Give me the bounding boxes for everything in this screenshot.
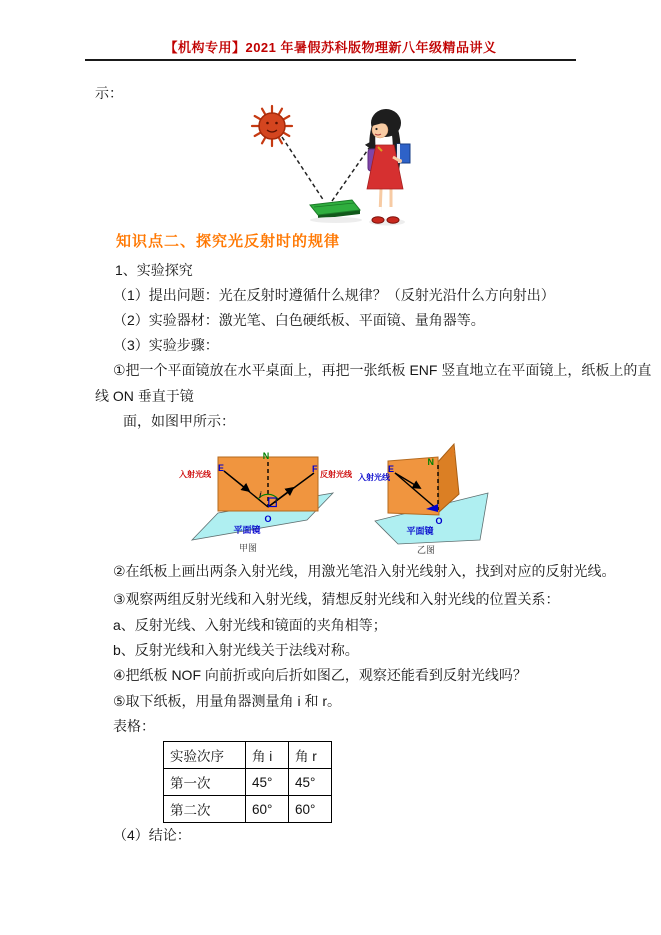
incident-ray-label: 入射光线 <box>179 470 211 479</box>
table-cell: 45° <box>289 769 332 796</box>
angle-i-label: i <box>259 490 262 500</box>
column-header: 角 r <box>289 742 332 769</box>
figure-caption: 乙图 <box>416 545 436 555</box>
point-n-label: N <box>427 457 434 467</box>
table-header-row <box>164 742 332 769</box>
paragraph: ⑤取下纸板，用量角器测量角 i 和 r。 <box>113 693 341 709</box>
point-f-label: F <box>450 449 456 459</box>
point-f-label: F <box>312 464 318 474</box>
point-e-label: E <box>387 464 394 474</box>
reflection-illustration <box>248 99 438 234</box>
experiment-figures <box>168 441 490 561</box>
table-cell: 45° <box>246 769 289 796</box>
point-n-label: N <box>262 451 270 461</box>
figure-caption: 甲图 <box>238 543 258 553</box>
reflected-ray-label: 反射光线 <box>320 470 352 479</box>
paragraph: （3）实验步骤： <box>113 337 219 353</box>
table-row <box>164 769 332 796</box>
paragraph: ①把一个平面镜放在水平桌面上，再把一张纸板 ENF 竖直地立在平面镜上，纸板上的直 <box>113 362 652 378</box>
table-row <box>164 796 332 823</box>
header-divider <box>85 59 576 61</box>
paragraph: b、反射光线和入射光线关于法线对称。 <box>113 642 359 658</box>
light-rays <box>282 137 374 201</box>
paragraph: ④把纸板 NOF 向前折或向后折如图乙，观察还能看到反射光线吗？ <box>113 667 527 683</box>
point-e-label: E <box>217 463 224 473</box>
point-o-label: O <box>264 514 272 524</box>
point-o-label: O <box>435 516 443 526</box>
figure-jia <box>178 451 353 553</box>
incident-ray-label: 入射光线 <box>358 473 390 482</box>
table-cell: 第二次 <box>164 796 246 823</box>
paragraph: 面，如图甲所示： <box>123 413 235 429</box>
mirror-label: 平面镜 <box>233 525 261 535</box>
measurement-table <box>163 741 332 823</box>
column-header: 实验次序 <box>164 742 246 769</box>
table-cell: 第一次 <box>164 769 246 796</box>
paragraph: a、反射光线、入射光线和镜面的夹角相等； <box>113 617 387 633</box>
mirror-label: 平面镜 <box>406 526 434 536</box>
paragraph: 1、实验探究 <box>115 262 193 278</box>
page-header-title: 【机构专用】2021 年暑假苏科版物理新八年级精品讲义 <box>164 40 497 55</box>
table-cell: 60° <box>246 796 289 823</box>
paragraph: （2）实验器材：激光笔、白色硬纸板、平面镜、量角器等。 <box>113 312 485 328</box>
figure-yi <box>357 444 488 555</box>
knowledge-point-heading: 知识点二、探究光反射时的规律 <box>116 233 341 250</box>
conclusion-label: （4）结论： <box>113 827 191 843</box>
intro-label: 示： <box>95 85 123 101</box>
paragraph: 表格： <box>113 718 155 734</box>
sun-icon <box>252 106 292 146</box>
paragraph: ③观察两组反射光线和入射光线，猜想反射光线和入射光线的位置关系： <box>113 591 560 607</box>
ground-book <box>310 200 362 223</box>
column-header: 角 i <box>246 742 289 769</box>
table-cell: 60° <box>289 796 332 823</box>
girl-figure <box>367 109 410 226</box>
paragraph: 线 ON 垂直于镜 <box>95 388 194 404</box>
paragraph: ②在纸板上画出两条入射光线，用激光笔沿入射光线射入，找到对应的反射光线。 <box>113 563 616 579</box>
angle-r-label: r <box>275 495 279 505</box>
paragraph: （1）提出问题：光在反射时遵循什么规律？（反射光沿什么方向射出） <box>113 287 555 303</box>
